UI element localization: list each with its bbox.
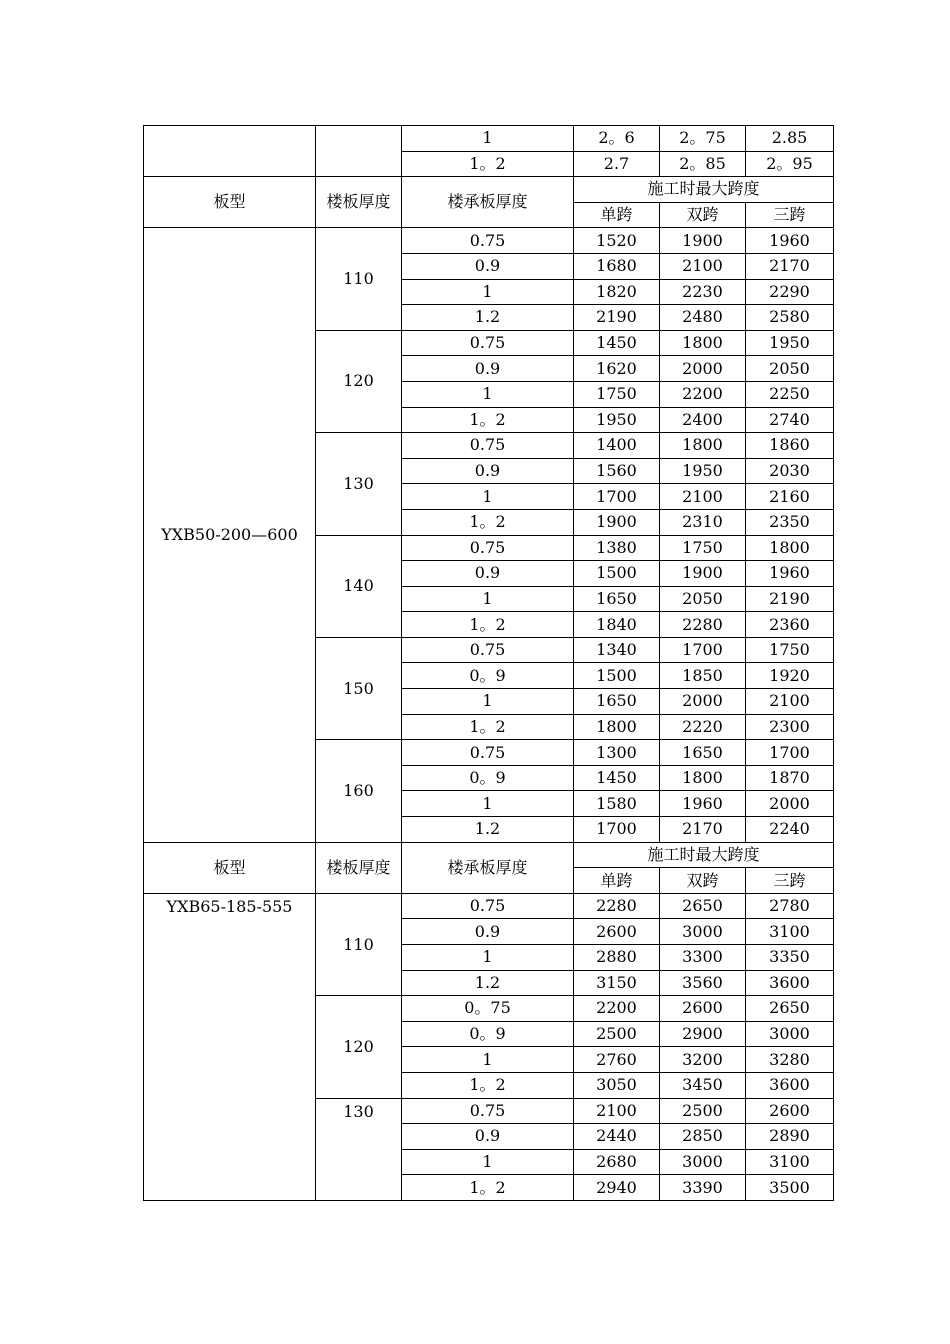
triple-span-cell: 1950 bbox=[746, 330, 834, 356]
double-span-cell: 2。85 bbox=[660, 151, 746, 177]
double-span-cell: 1800 bbox=[660, 765, 746, 791]
triple-span-cell: 2740 bbox=[746, 407, 834, 433]
slab-thickness-cell: 130 bbox=[316, 1098, 402, 1200]
double-span-cell: 1650 bbox=[660, 740, 746, 766]
triple-span-cell: 3600 bbox=[746, 970, 834, 996]
header-max-span: 施工时最大跨度 bbox=[574, 842, 834, 868]
triple-span-cell: 2300 bbox=[746, 714, 834, 740]
single-span-cell: 2.7 bbox=[574, 151, 660, 177]
deck-thickness-cell: 0.9 bbox=[402, 356, 574, 382]
double-span-cell: 3390 bbox=[660, 1175, 746, 1201]
slab-thickness-cell: 110 bbox=[316, 893, 402, 995]
deck-thickness-cell: 0.75 bbox=[402, 228, 574, 254]
deck-thickness-cell: 0.9 bbox=[402, 561, 574, 587]
double-span-cell: 2900 bbox=[660, 1021, 746, 1047]
single-span-cell: 2940 bbox=[574, 1175, 660, 1201]
double-span-cell: 1960 bbox=[660, 791, 746, 817]
triple-span-cell: 1800 bbox=[746, 535, 834, 561]
triple-span-cell: 2600 bbox=[746, 1098, 834, 1124]
triple-span-cell: 2240 bbox=[746, 817, 834, 843]
deck-thickness-cell: 1.2 bbox=[402, 305, 574, 331]
single-span-cell: 1840 bbox=[574, 612, 660, 638]
triple-span-cell: 2170 bbox=[746, 253, 834, 279]
triple-span-cell: 2。95 bbox=[746, 151, 834, 177]
single-span-cell: 1680 bbox=[574, 253, 660, 279]
triple-span-cell: 2290 bbox=[746, 279, 834, 305]
slab-thickness-cell: 130 bbox=[316, 433, 402, 535]
triple-span-cell: 1870 bbox=[746, 765, 834, 791]
single-span-cell: 3050 bbox=[574, 1072, 660, 1098]
deck-thickness-cell: 0.75 bbox=[402, 740, 574, 766]
deck-thickness-cell: 1.2 bbox=[402, 970, 574, 996]
double-span-cell: 2220 bbox=[660, 714, 746, 740]
single-span-cell: 1450 bbox=[574, 765, 660, 791]
deck-thickness-cell: 1。2 bbox=[402, 407, 574, 433]
single-span-cell: 3150 bbox=[574, 970, 660, 996]
deck-thickness-cell: 1 bbox=[402, 791, 574, 817]
triple-span-cell: 2030 bbox=[746, 458, 834, 484]
double-span-cell: 2500 bbox=[660, 1098, 746, 1124]
deck-thickness-cell: 1 bbox=[402, 381, 574, 407]
single-span-cell: 1400 bbox=[574, 433, 660, 459]
header-max-span: 施工时最大跨度 bbox=[574, 177, 834, 203]
header-type: 板型 bbox=[144, 842, 316, 893]
panel-type-cell: YXB50-200—600 bbox=[144, 228, 316, 842]
single-span-cell: 1620 bbox=[574, 356, 660, 382]
deck-thickness-cell: 0.75 bbox=[402, 535, 574, 561]
single-span-cell: 1700 bbox=[574, 817, 660, 843]
single-span-cell: 1750 bbox=[574, 381, 660, 407]
deck-thickness-cell: 1.2 bbox=[402, 817, 574, 843]
double-span-cell: 2000 bbox=[660, 356, 746, 382]
deck-thickness-cell: 0.9 bbox=[402, 1124, 574, 1150]
deck-thickness-cell: 1。2 bbox=[402, 509, 574, 535]
triple-span-cell: 2190 bbox=[746, 586, 834, 612]
slab-thickness-cell: 120 bbox=[316, 996, 402, 1098]
double-span-cell: 2100 bbox=[660, 484, 746, 510]
table-row bbox=[144, 893, 834, 919]
double-span-cell: 2850 bbox=[660, 1124, 746, 1150]
single-span-cell: 1650 bbox=[574, 689, 660, 715]
deck-thickness-cell: 1 bbox=[402, 126, 574, 152]
triple-span-cell: 3100 bbox=[746, 1149, 834, 1175]
deck-thickness-cell: 1。2 bbox=[402, 1072, 574, 1098]
double-span-cell: 3000 bbox=[660, 1149, 746, 1175]
deck-thickness-cell: 0.9 bbox=[402, 253, 574, 279]
triple-span-cell: 2250 bbox=[746, 381, 834, 407]
double-span-cell: 2600 bbox=[660, 996, 746, 1022]
deck-thickness-cell: 0。75 bbox=[402, 996, 574, 1022]
deck-thickness-cell: 1 bbox=[402, 279, 574, 305]
deck-thickness-cell: 1。2 bbox=[402, 151, 574, 177]
header-single-span: 单跨 bbox=[574, 202, 660, 228]
deck-thickness-cell: 0.9 bbox=[402, 458, 574, 484]
double-span-cell: 2310 bbox=[660, 509, 746, 535]
double-span-cell: 2280 bbox=[660, 612, 746, 638]
single-span-cell: 1650 bbox=[574, 586, 660, 612]
triple-span-cell: 3350 bbox=[746, 945, 834, 971]
single-span-cell: 2190 bbox=[574, 305, 660, 331]
triple-span-cell: 3000 bbox=[746, 1021, 834, 1047]
single-span-cell: 1520 bbox=[574, 228, 660, 254]
table-row bbox=[144, 228, 834, 254]
slab-thickness-cell: 150 bbox=[316, 637, 402, 739]
header-slab-thickness: 楼板厚度 bbox=[316, 842, 402, 893]
single-span-cell: 2100 bbox=[574, 1098, 660, 1124]
double-span-cell: 1750 bbox=[660, 535, 746, 561]
triple-span-cell: 2890 bbox=[746, 1124, 834, 1150]
single-span-cell: 2。6 bbox=[574, 126, 660, 152]
double-span-cell: 1900 bbox=[660, 561, 746, 587]
triple-span-cell: 2000 bbox=[746, 791, 834, 817]
double-span-cell: 1950 bbox=[660, 458, 746, 484]
double-span-cell: 1800 bbox=[660, 330, 746, 356]
table-row bbox=[144, 842, 834, 868]
single-span-cell: 2760 bbox=[574, 1047, 660, 1073]
double-span-cell: 2480 bbox=[660, 305, 746, 331]
deck-thickness-cell: 1 bbox=[402, 586, 574, 612]
single-span-cell: 1380 bbox=[574, 535, 660, 561]
double-span-cell: 2100 bbox=[660, 253, 746, 279]
header-deck-thickness: 楼承板厚度 bbox=[402, 842, 574, 893]
triple-span-cell: 1860 bbox=[746, 433, 834, 459]
triple-span-cell: 2360 bbox=[746, 612, 834, 638]
header-triple-span: 三跨 bbox=[746, 202, 834, 228]
deck-thickness-cell: 1。2 bbox=[402, 612, 574, 638]
double-span-cell: 1900 bbox=[660, 228, 746, 254]
empty-type-cell bbox=[144, 126, 316, 177]
deck-thickness-cell: 1 bbox=[402, 484, 574, 510]
panel-type-cell: YXB65-185-555 bbox=[144, 893, 316, 1200]
slab-thickness-cell: 140 bbox=[316, 535, 402, 637]
triple-span-cell: 3280 bbox=[746, 1047, 834, 1073]
table-row bbox=[144, 126, 834, 152]
triple-span-cell: 1960 bbox=[746, 228, 834, 254]
empty-slab-cell bbox=[316, 126, 402, 177]
single-span-cell: 1900 bbox=[574, 509, 660, 535]
header-slab-thickness: 楼板厚度 bbox=[316, 177, 402, 228]
deck-thickness-cell: 0。9 bbox=[402, 765, 574, 791]
single-span-cell: 2440 bbox=[574, 1124, 660, 1150]
slab-thickness-cell: 120 bbox=[316, 330, 402, 432]
deck-thickness-cell: 0。9 bbox=[402, 1021, 574, 1047]
triple-span-cell: 3500 bbox=[746, 1175, 834, 1201]
table-body bbox=[144, 126, 834, 1201]
double-span-cell: 3000 bbox=[660, 919, 746, 945]
triple-span-cell: 1960 bbox=[746, 561, 834, 587]
deck-thickness-cell: 0.75 bbox=[402, 330, 574, 356]
double-span-cell: 2050 bbox=[660, 586, 746, 612]
single-span-cell: 1700 bbox=[574, 484, 660, 510]
deck-thickness-cell: 0.75 bbox=[402, 1098, 574, 1124]
single-span-cell: 2200 bbox=[574, 996, 660, 1022]
deck-thickness-cell: 0。9 bbox=[402, 663, 574, 689]
double-span-cell: 1800 bbox=[660, 433, 746, 459]
triple-span-cell: 2100 bbox=[746, 689, 834, 715]
single-span-cell: 1560 bbox=[574, 458, 660, 484]
double-span-cell: 2170 bbox=[660, 817, 746, 843]
single-span-cell: 2280 bbox=[574, 893, 660, 919]
triple-span-cell: 2.85 bbox=[746, 126, 834, 152]
deck-thickness-cell: 0.75 bbox=[402, 637, 574, 663]
double-span-cell: 2000 bbox=[660, 689, 746, 715]
single-span-cell: 1580 bbox=[574, 791, 660, 817]
header-double-span: 双跨 bbox=[660, 202, 746, 228]
single-span-cell: 1500 bbox=[574, 561, 660, 587]
triple-span-cell: 2350 bbox=[746, 509, 834, 535]
header-type: 板型 bbox=[144, 177, 316, 228]
single-span-cell: 1340 bbox=[574, 637, 660, 663]
double-span-cell: 3450 bbox=[660, 1072, 746, 1098]
header-double-span: 双跨 bbox=[660, 868, 746, 894]
triple-span-cell: 2050 bbox=[746, 356, 834, 382]
single-span-cell: 1500 bbox=[574, 663, 660, 689]
triple-span-cell: 2160 bbox=[746, 484, 834, 510]
span-table bbox=[143, 125, 834, 1201]
single-span-cell: 1950 bbox=[574, 407, 660, 433]
slab-thickness-cell: 110 bbox=[316, 228, 402, 330]
triple-span-cell: 1700 bbox=[746, 740, 834, 766]
triple-span-cell: 1920 bbox=[746, 663, 834, 689]
triple-span-cell: 2650 bbox=[746, 996, 834, 1022]
single-span-cell: 2500 bbox=[574, 1021, 660, 1047]
double-span-cell: 3300 bbox=[660, 945, 746, 971]
header-single-span: 单跨 bbox=[574, 868, 660, 894]
table-row bbox=[144, 177, 834, 203]
header-deck-thickness: 楼承板厚度 bbox=[402, 177, 574, 228]
double-span-cell: 2400 bbox=[660, 407, 746, 433]
double-span-cell: 3560 bbox=[660, 970, 746, 996]
double-span-cell: 2200 bbox=[660, 381, 746, 407]
header-triple-span: 三跨 bbox=[746, 868, 834, 894]
single-span-cell: 1450 bbox=[574, 330, 660, 356]
single-span-cell: 1800 bbox=[574, 714, 660, 740]
deck-thickness-cell: 0.75 bbox=[402, 893, 574, 919]
slab-thickness-cell: 160 bbox=[316, 740, 402, 842]
double-span-cell: 1850 bbox=[660, 663, 746, 689]
triple-span-cell: 3100 bbox=[746, 919, 834, 945]
double-span-cell: 2230 bbox=[660, 279, 746, 305]
single-span-cell: 2600 bbox=[574, 919, 660, 945]
deck-thickness-cell: 1 bbox=[402, 1149, 574, 1175]
single-span-cell: 1300 bbox=[574, 740, 660, 766]
deck-thickness-cell: 0.9 bbox=[402, 919, 574, 945]
triple-span-cell: 2580 bbox=[746, 305, 834, 331]
double-span-cell: 2650 bbox=[660, 893, 746, 919]
double-span-cell: 3200 bbox=[660, 1047, 746, 1073]
single-span-cell: 1820 bbox=[574, 279, 660, 305]
deck-thickness-cell: 0.75 bbox=[402, 433, 574, 459]
single-span-cell: 2680 bbox=[574, 1149, 660, 1175]
triple-span-cell: 3600 bbox=[746, 1072, 834, 1098]
single-span-cell: 2880 bbox=[574, 945, 660, 971]
triple-span-cell: 1750 bbox=[746, 637, 834, 663]
deck-thickness-cell: 1 bbox=[402, 689, 574, 715]
deck-thickness-cell: 1。2 bbox=[402, 714, 574, 740]
double-span-cell: 2。75 bbox=[660, 126, 746, 152]
triple-span-cell: 2780 bbox=[746, 893, 834, 919]
deck-thickness-cell: 1 bbox=[402, 1047, 574, 1073]
deck-thickness-cell: 1 bbox=[402, 945, 574, 971]
double-span-cell: 1700 bbox=[660, 637, 746, 663]
deck-thickness-cell: 1。2 bbox=[402, 1175, 574, 1201]
